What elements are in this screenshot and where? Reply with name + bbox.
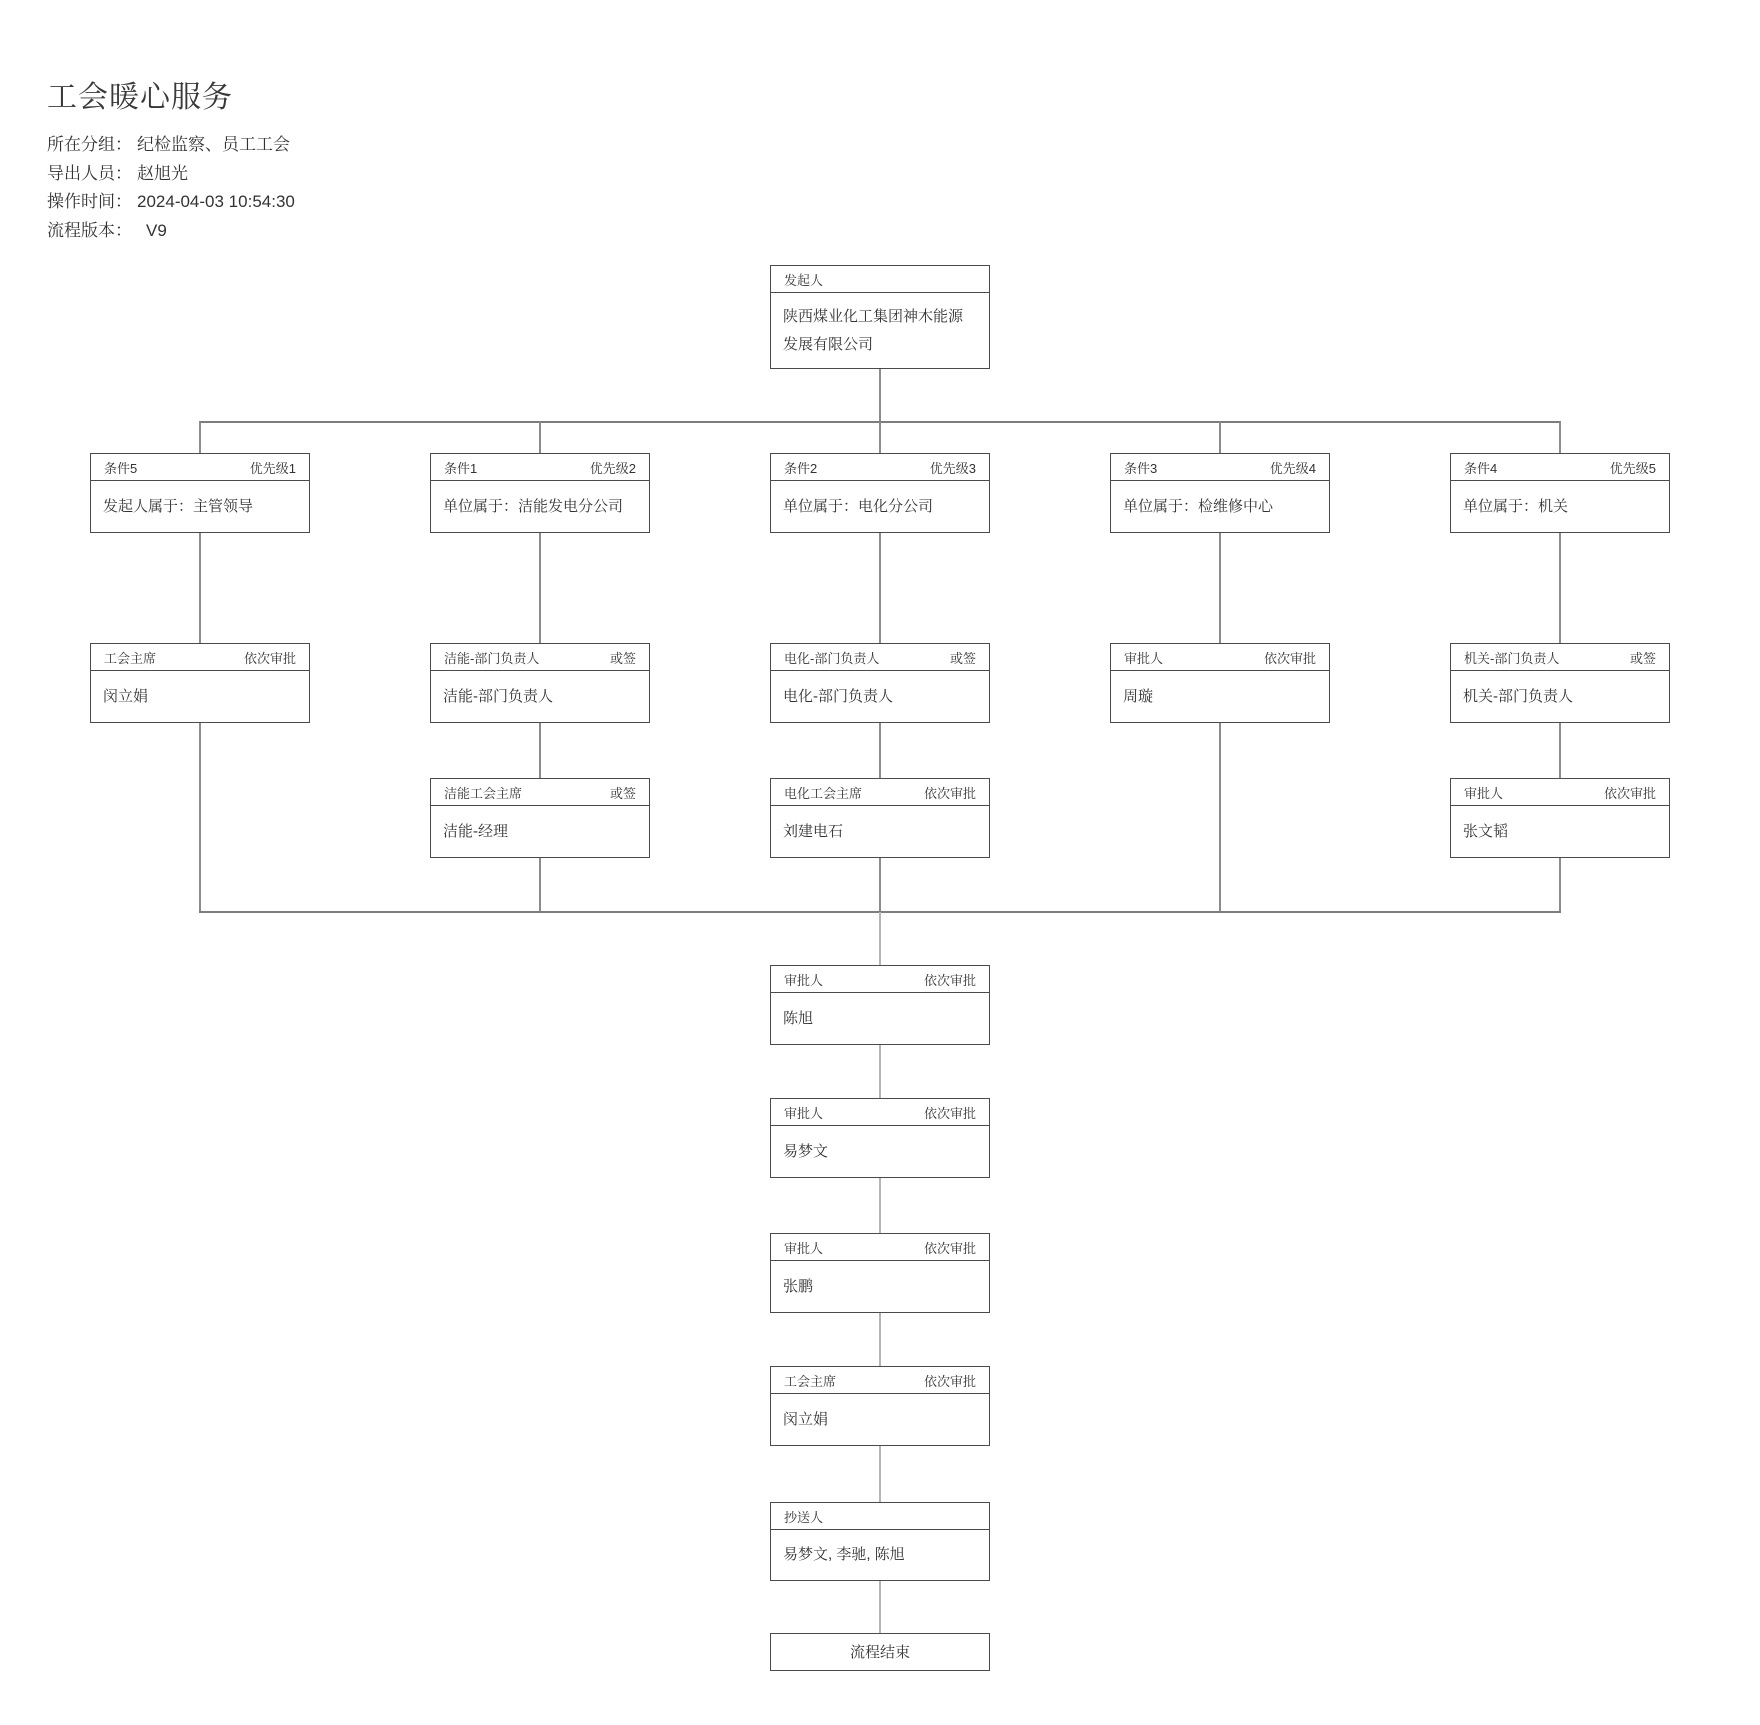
node-priority-label: 优先级3 xyxy=(929,460,976,476)
meta-value: 赵旭光 xyxy=(137,163,188,183)
node-process-end xyxy=(770,1633,990,1671)
node-condition-5 xyxy=(90,453,310,533)
node-header xyxy=(771,779,989,806)
node-role-label: 审批人 xyxy=(784,1240,824,1256)
node-header xyxy=(771,1099,989,1126)
connector-line xyxy=(879,1446,881,1502)
node-body-text: 刘建电石 xyxy=(783,822,844,840)
node-role-label: 电化工会主席 xyxy=(784,785,863,801)
node-priority-label: 优先级4 xyxy=(1269,460,1316,476)
meta-label: 操作时间： xyxy=(47,192,132,211)
node-body-text: 张文韬 xyxy=(1463,822,1509,840)
node-jieneng-dept-head xyxy=(430,643,650,723)
node-mode-label: 依次审批 xyxy=(923,1373,976,1389)
connector-line xyxy=(539,723,541,778)
node-header xyxy=(431,779,649,806)
node-mode-label: 依次审批 xyxy=(1603,785,1656,801)
node-union-chair-branch xyxy=(90,643,310,723)
node-body-text: 机关-部门负责人 xyxy=(1463,687,1573,705)
node-union-chair-final xyxy=(770,1366,990,1446)
meta-exporter xyxy=(47,160,295,189)
node-priority-label: 优先级5 xyxy=(1609,460,1656,476)
node-body-text: 电化-部门负责人 xyxy=(783,687,893,705)
node-priority-label: 优先级2 xyxy=(589,460,636,476)
node-role-label: 审批人 xyxy=(784,1105,824,1121)
node-mode-label: 或签 xyxy=(949,650,976,666)
connector-line xyxy=(879,912,881,965)
node-body-text: 洁能-部门负责人 xyxy=(443,687,553,705)
connector-line xyxy=(879,1178,881,1233)
node-approver-zhangpeng xyxy=(770,1233,990,1313)
connector-line xyxy=(879,422,881,453)
meta-timestamp xyxy=(47,188,295,217)
meta-version xyxy=(47,217,295,246)
node-condition-1 xyxy=(430,453,650,533)
node-role-label: 洁能工会主席 xyxy=(444,785,523,801)
node-role-label: 条件1 xyxy=(444,460,478,476)
connector-line xyxy=(199,723,201,912)
node-header xyxy=(771,266,989,293)
node-priority-label: 优先级1 xyxy=(249,460,296,476)
node-mode-label: 依次审批 xyxy=(923,785,976,801)
node-role-label: 条件2 xyxy=(784,460,818,476)
node-body-text: 发起人属于：主管领导 xyxy=(103,497,254,515)
node-body-text: 单位属于：检维修中心 xyxy=(1123,497,1274,515)
connector-line xyxy=(1559,723,1561,778)
node-body-text: 单位属于：机关 xyxy=(1463,497,1569,515)
node-condition-3 xyxy=(1110,453,1330,533)
connector-line xyxy=(1219,533,1221,643)
node-role-label: 洁能-部门负责人 xyxy=(444,650,540,666)
node-role-label: 审批人 xyxy=(1464,785,1504,801)
connector-line xyxy=(199,422,201,453)
node-header xyxy=(1111,644,1329,671)
node-mode-label: 依次审批 xyxy=(923,1240,976,1256)
node-approver-chenxu xyxy=(770,965,990,1045)
node-role-label: 工会主席 xyxy=(784,1373,837,1389)
connector-line xyxy=(879,533,881,643)
node-dianhua-union-chair xyxy=(770,778,990,858)
node-header xyxy=(771,644,989,671)
node-body-text: 流程结束 xyxy=(849,1643,910,1661)
node-mode-label: 依次审批 xyxy=(923,972,976,988)
node-header xyxy=(771,454,989,481)
meta-value: 纪检监察、员工工会 xyxy=(137,135,290,154)
node-approver-zhangwentao xyxy=(1450,778,1670,858)
meta-label: 流程版本： xyxy=(47,220,132,240)
node-jieneng-union-chair xyxy=(430,778,650,858)
node-body-text: 闵立娟 xyxy=(783,1410,829,1428)
connector-line xyxy=(879,1045,881,1098)
node-body-text: 单位属于：电化分公司 xyxy=(783,497,934,515)
node-mode-label: 或签 xyxy=(1629,650,1656,666)
meta-group xyxy=(47,131,295,160)
connector-line xyxy=(1219,723,1221,912)
connector-line xyxy=(879,723,881,778)
node-header xyxy=(771,1503,989,1530)
connector-line xyxy=(879,369,881,422)
node-role-label: 发起人 xyxy=(784,272,824,288)
node-body-text: 陕西煤业化工集团神木能源发展有限公司 xyxy=(783,307,964,353)
node-mode-label: 或签 xyxy=(609,785,636,801)
meta-label: 所在分组： xyxy=(47,135,132,154)
connector-line xyxy=(539,422,541,453)
connector-line xyxy=(539,858,541,912)
connector-line xyxy=(539,533,541,643)
node-jiguan-dept-head xyxy=(1450,643,1670,723)
node-approver-yimengwen xyxy=(770,1098,990,1178)
node-header xyxy=(431,644,649,671)
connector-line xyxy=(199,533,201,643)
connector-line xyxy=(1559,533,1561,643)
node-header xyxy=(771,1234,989,1261)
node-role-label: 条件4 xyxy=(1464,460,1498,476)
node-role-label: 工会主席 xyxy=(104,650,157,666)
node-mode-label: 依次审批 xyxy=(1263,650,1316,666)
node-body-text: 闵立娟 xyxy=(103,687,149,705)
node-role-label: 条件3 xyxy=(1124,460,1158,476)
node-body-text: 陈旭 xyxy=(783,1009,814,1027)
node-initiator xyxy=(770,265,990,369)
node-header xyxy=(91,644,309,671)
node-approver-zhouxuan xyxy=(1110,643,1330,723)
meta-label: 导出人员： xyxy=(47,163,132,183)
connector-line xyxy=(1559,422,1561,453)
node-header xyxy=(771,966,989,993)
node-mode-label: 或签 xyxy=(609,650,636,666)
node-condition-4 xyxy=(1450,453,1670,533)
export-meta xyxy=(47,131,295,245)
node-body-text: 张鹏 xyxy=(783,1277,814,1295)
node-role-label: 条件5 xyxy=(104,460,138,476)
node-body-text: 单位属于：洁能发电分公司 xyxy=(443,497,624,515)
meta-value: V9 xyxy=(146,220,167,240)
node-dianhua-dept-head xyxy=(770,643,990,723)
node-header xyxy=(1451,454,1669,481)
page-title: 工会暖心服务 xyxy=(47,81,233,114)
meta-value: 2024-04-03 10:54:30 xyxy=(137,192,295,211)
node-mode-label: 依次审批 xyxy=(243,650,296,666)
node-header xyxy=(91,454,309,481)
node-cc-recipients xyxy=(770,1502,990,1581)
connector-line xyxy=(1219,422,1221,453)
node-role-label: 机关-部门负责人 xyxy=(1464,650,1560,666)
node-body-text: 易梦文, 李驰, 陈旭 xyxy=(783,1546,905,1563)
node-header xyxy=(771,1367,989,1394)
node-body-text: 易梦文 xyxy=(783,1142,829,1160)
node-header xyxy=(1111,454,1329,481)
node-role-label: 抄送人 xyxy=(784,1509,824,1525)
connector-line xyxy=(879,858,881,912)
node-condition-2 xyxy=(770,453,990,533)
connector-line xyxy=(1559,858,1561,912)
node-header xyxy=(1451,644,1669,671)
node-role-label: 审批人 xyxy=(1124,650,1164,666)
node-body-text: 洁能-经理 xyxy=(443,822,508,840)
node-header xyxy=(431,454,649,481)
node-role-label: 审批人 xyxy=(784,972,824,988)
node-header xyxy=(1451,779,1669,806)
node-mode-label: 依次审批 xyxy=(923,1105,976,1121)
connector-line xyxy=(879,1313,881,1366)
node-body-text: 周璇 xyxy=(1123,687,1154,705)
node-role-label: 电化-部门负责人 xyxy=(784,650,880,666)
connector-line xyxy=(879,1581,881,1633)
